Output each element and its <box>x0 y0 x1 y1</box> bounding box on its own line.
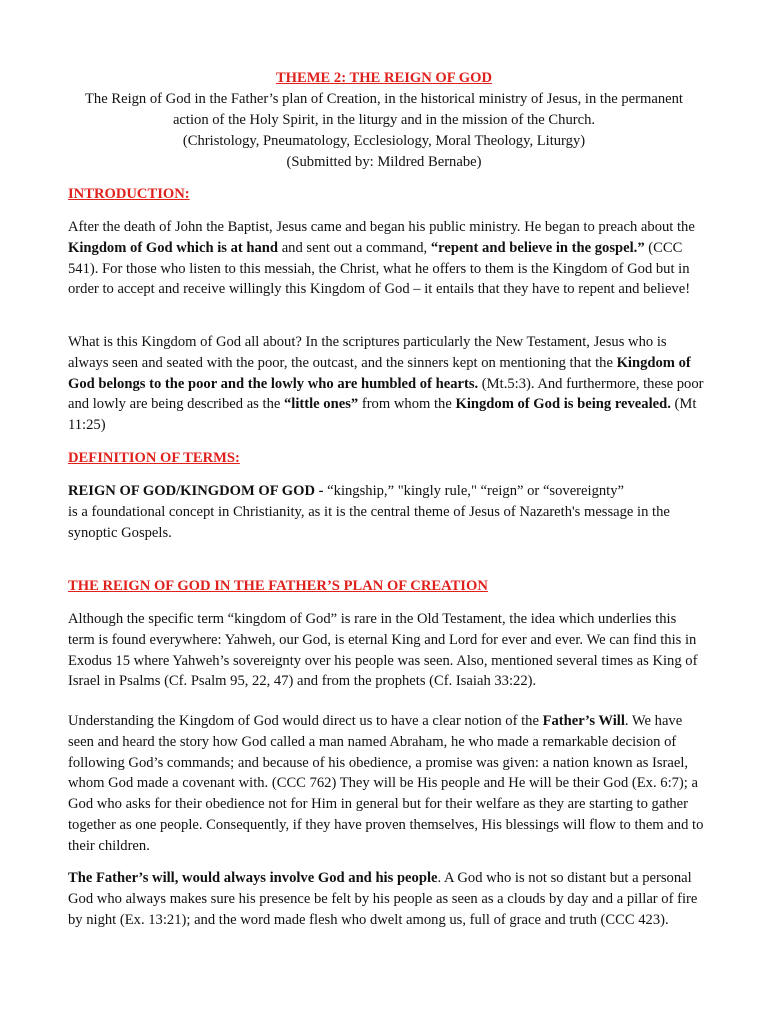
author-line: (Submitted by: Mildred Bernabe) <box>286 154 482 170</box>
introduction-paragraph-2: What is this Kingdom of God all about? In the scriptures particularly the New Testament, Jesus who is always seen and seated with the poor, the outcast, and the sinners kept on mentioning that the Kingdom of God belongs to the poor and the lowly who are humbled of hearts. (Mt.5:3). And furthermore, these poor and lowly are being described as the “little ones” from whom the Kingdom of God is being revealed. (Mt 11:25) <box>68 334 704 434</box>
subtitle-line: The Reign of God in the Father’s plan of Creation, in the historical ministry of Jesus, in the permanent <box>85 91 683 107</box>
subtitle-line: (Christology, Pneumatology, Ecclesiology, Moral Theology, Liturgy) <box>182 133 586 149</box>
definitions-heading: DEFINITION OF TERMS: <box>68 450 240 466</box>
creation-section-heading: THE REIGN OF GOD IN THE FATHER’S PLAN OF CREATION <box>68 578 488 594</box>
definition-first-line: REIGN OF GOD/KINGDOM OF GOD - “kingship,” "kingly rule," “reign” or “sovereignty” <box>68 483 624 499</box>
creation-paragraph-1: Although the specific term “kingdom of God” is rare in the Old Testament, the idea which underlies this term is found everywhere: Yahweh, our God, is eternal King and Lord for ever and ever. We can find this in Exodus 15 where Yahweh’s sovereignty over his people was seen. Also, mentioned several times as King of Israel in Psalms (Cf. Psalm 95, 22, 47) and from the prophets (Cf. Isaiah 33:22). <box>68 611 698 690</box>
definition-paragraph <box>68 481 704 543</box>
definition-term: REIGN OF GOD/KINGDOM OF GOD - <box>68 483 324 499</box>
creation-paragraph-3: The Father’s will, would always involve God and his people. A God who is not so distant but a personal God who always makes sure his presence be felt by his people as seen as a clouds by day and a pillar of fire by night (Ex. 13:21); and the word made flesh who dwelt among us, full of grace and truth (CCC 423). <box>68 870 698 928</box>
definition-body: is a foundational concept in Christianity, as it is the central theme of Jesus of Nazareth's message in the synoptic Gospels. <box>68 503 670 541</box>
introduction-paragraph-1: After the death of John the Baptist, Jesus came and began his public ministry. He began to preach about the Kingdom of God which is at hand and sent out a command, “repent and believe in the gospel.” (CCC 541). For those who listen to this messiah, the Christ, what he offers to them is the Kingdom of God but in order to accept and receive willingly this Kingdom of God – it entails that they have to repent and believe! <box>68 219 695 298</box>
subtitle-line: action of the Holy Spirit, in the liturgy and in the mission of the Church. <box>172 112 596 128</box>
document-header <box>60 68 708 173</box>
creation-paragraph-2: Understanding the Kingdom of God would direct us to have a clear notion of the Father’s Will. We have seen and heard the story how God called a man named Abraham, he who made a remarkable decision of following God’s commands; and because of his obedience, a promise was given: a nation known as Israel, whom God made a covenant with. (CCC 762) They will be His people and He will be their God (Ex. 6:7); a God who asks for their obedience not for Him in general but for their welfare as they are starting to gather together as one people. Consequently, if they have proven themselves, His blessings will flow to them and to their children. <box>68 713 704 854</box>
theme-title: THEME 2: THE REIGN OF GOD <box>275 70 493 86</box>
introduction-heading: INTRODUCTION: <box>68 186 190 202</box>
